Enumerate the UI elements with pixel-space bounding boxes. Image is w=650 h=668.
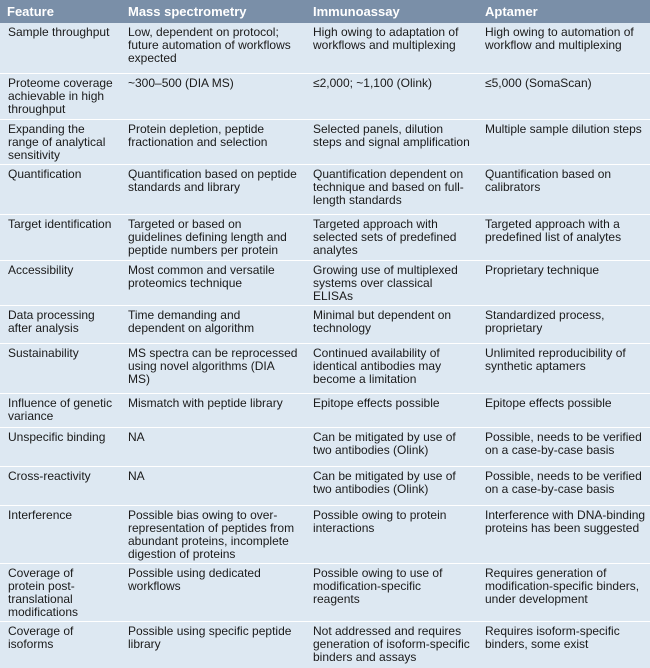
- cell-mass-spectrometry: Possible using dedicated workflows: [128, 565, 261, 593]
- cell-feature: Accessibility: [8, 262, 74, 277]
- table-row: [0, 305, 650, 343]
- cell-aptamer: Interference with DNA-binding proteins has been suggested: [485, 507, 646, 535]
- cell-mass-spectrometry: Possible using specific peptide library: [128, 623, 292, 651]
- cell-feature: Unspecific binding: [8, 429, 106, 444]
- cell-mass-spectrometry: Low, dependent on protocol; future automation of workflows expected: [128, 25, 291, 65]
- table-row: [0, 505, 650, 563]
- cell-mass-spectrometry: NA: [128, 468, 145, 483]
- table-row: [0, 621, 650, 668]
- table-row: [0, 260, 650, 305]
- cell-immunoassay: Minimal but dependent on technology: [313, 307, 452, 335]
- cell-immunoassay: Can be mitigated by use of two antibodies (Olink): [313, 429, 456, 457]
- table-header: [0, 0, 650, 23]
- cell-mass-spectrometry: Most common and versatile proteomics technique: [128, 262, 275, 290]
- cell-feature: Sample throughput: [8, 25, 110, 39]
- cell-mass-spectrometry: Mismatch with peptide library: [128, 395, 283, 410]
- cell-aptamer: Unlimited reproducibility of synthetic aptamers: [485, 345, 626, 373]
- cell-mass-spectrometry: Protein depletion, peptide fractionation and selection: [128, 121, 268, 149]
- cell-aptamer: Requires generation of modification-specific binders, under development: [485, 565, 640, 606]
- cell-feature: Interference: [8, 507, 73, 522]
- header-mass-spectrometry: Mass spectrometry: [128, 4, 247, 19]
- cell-feature: Expanding the range of analytical sensitivity: [8, 121, 106, 162]
- cell-aptamer: Possible, needs to be verified on a case-by-case basis: [485, 429, 642, 457]
- cell-feature: Coverage of isoforms: [8, 623, 74, 651]
- cell-immunoassay: ≤2,000; ~1,100 (Olink): [313, 75, 432, 90]
- cell-aptamer: High owing to automation of workflow and multiplexing: [485, 25, 634, 52]
- cell-immunoassay: Targeted approach with selected sets of predefined analytes: [313, 216, 457, 257]
- cell-aptamer: Epitope effects possible: [485, 395, 612, 410]
- cell-feature: Cross-reactivity: [8, 468, 91, 483]
- cell-immunoassay: Epitope effects possible: [313, 395, 440, 410]
- header-feature: Feature: [7, 4, 54, 19]
- cell-feature: Influence of genetic variance: [8, 395, 113, 423]
- cell-immunoassay: Possible owing to protein interactions: [313, 507, 447, 535]
- cell-mass-spectrometry: Targeted or based on guidelines defining length and peptide numbers per protein: [128, 216, 287, 257]
- cell-aptamer: Possible, needs to be verified on a case-by-case basis: [485, 468, 642, 496]
- cell-aptamer: Standardized process, proprietary: [485, 307, 605, 335]
- cell-mass-spectrometry: ~300–500 (DIA MS): [128, 75, 234, 90]
- table-row: [0, 393, 650, 427]
- cell-mass-spectrometry: Possible bias owing to over-representation of peptides from abundant proteins, incomplete digestion of proteins: [128, 507, 295, 561]
- cell-immunoassay: Selected panels, dilution steps and signal amplification: [313, 121, 470, 149]
- table-row: [0, 563, 650, 621]
- cell-aptamer: Requires isoform-specific binders, some exist: [485, 623, 620, 651]
- cell-feature: Sustainability: [8, 345, 79, 360]
- cell-aptamer: Targeted approach with a predefined list of analytes: [485, 216, 622, 244]
- cell-mass-spectrometry: NA: [128, 429, 145, 444]
- header-row: [0, 0, 650, 23]
- cell-immunoassay: Quantification dependent on technique and based on full-length standards: [313, 166, 464, 207]
- header-immunoassay: Immunoassay: [313, 4, 400, 19]
- table-row: [0, 23, 650, 73]
- cell-feature: Coverage of protein post-translational modifications: [8, 565, 79, 619]
- cell-aptamer: Proprietary technique: [485, 262, 600, 277]
- table-row: [0, 73, 650, 119]
- header-aptamer: Aptamer: [485, 4, 538, 19]
- cell-mass-spectrometry: Quantification based on peptide standards and library: [128, 166, 297, 194]
- table-row: [0, 343, 650, 393]
- cell-immunoassay: Growing use of multiplexed systems over classical ELISAs: [313, 262, 458, 303]
- cell-immunoassay: Possible owing to use of modification-specific reagents: [313, 565, 443, 606]
- cell-mass-spectrometry: Time demanding and dependent on algorithm: [128, 307, 255, 335]
- table-row: [0, 466, 650, 505]
- cell-mass-spectrometry: MS spectra can be reprocessed using novel algorithms (DIA MS): [128, 345, 298, 386]
- cell-immunoassay: Not addressed and requires generation of isoform-specific binders and assays: [313, 623, 470, 664]
- cell-feature: Data processing after analysis: [8, 307, 95, 335]
- table-row: [0, 164, 650, 214]
- table-row: [0, 119, 650, 164]
- cell-aptamer: Multiple sample dilution steps: [485, 121, 642, 136]
- table-row: [0, 427, 650, 466]
- cell-feature: Quantification: [8, 166, 82, 181]
- cell-immunoassay: Continued availability of identical antibodies may become a limitation: [313, 345, 442, 386]
- cell-immunoassay: High owing to adaptation of workflows and multiplexing: [313, 25, 459, 52]
- cell-aptamer: ≤5,000 (SomaScan): [485, 75, 592, 90]
- cell-feature: Target identification: [8, 216, 112, 231]
- table-body: [0, 23, 650, 668]
- cell-feature: Proteome coverage achievable in high throughput: [8, 75, 113, 116]
- table-row: [0, 214, 650, 260]
- cell-immunoassay: Can be mitigated by use of two antibodies (Olink): [313, 468, 456, 496]
- cell-aptamer: Quantification based on calibrators: [485, 166, 612, 194]
